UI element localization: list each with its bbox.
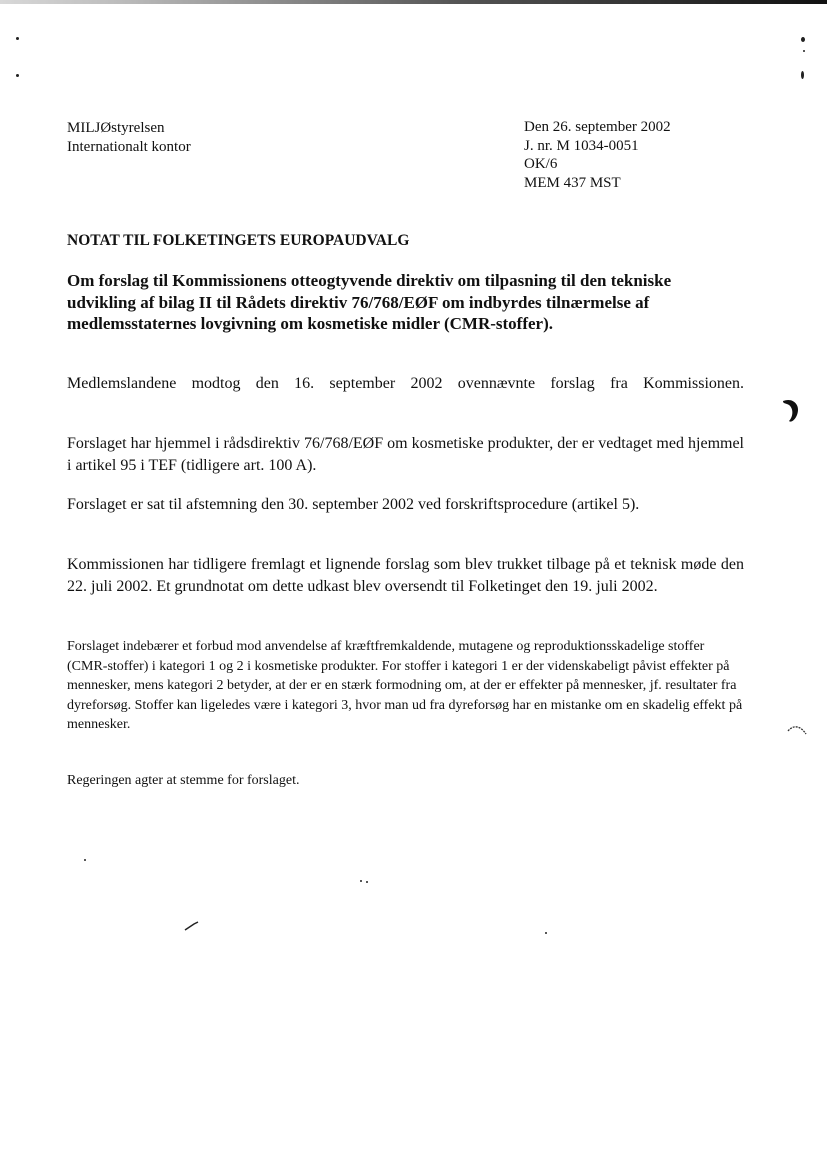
paragraph: Kommissionen har tidligere fremlagt et lignende forslag som blev trukket tilbage på et teknisk møde den 22. juli 2002. Et grundnotat om dette udkast blev oversendt til Folketinget den 19. juli 2002. xyxy=(67,556,744,595)
journal-number: J. nr. M 1034-0051 xyxy=(524,137,639,154)
reference-code: MEM 437 MST xyxy=(524,174,621,191)
paragraph: Forslaget har hjemmel i rådsdirektiv 76/768/EØF om kosmetiske produkter, der er vedtaget med hjemmel i artikel 95 i TEF (tidligere art. 100 A). xyxy=(67,435,744,474)
paragraph: Forslaget indebærer et forbud mod anvendelse af kræftfremkaldende, mutagene og reproduktionsskadelige stoffer (CMR-stoffer) i kategori 1 og 2 i kosmetiske produkter. For stoffer i kategori 1 er der videnskabeligt påvist effekter på mennesker, mens kategori 2 betyder, at der er en stærk formodning om, at der er effekter på mennesker, jf. resultater fra dyreforsøg. Stoffer kan ligeledes være i kategori 3, hvor man ud fra dyreforsøg har en mistanke om en skadelig effekt på mennesker. xyxy=(67,639,743,732)
scan-top-border xyxy=(0,0,827,4)
reference-block xyxy=(524,118,671,192)
punch-hole-mark xyxy=(779,395,803,425)
paragraph xyxy=(67,373,744,395)
scan-speck xyxy=(803,50,805,52)
document-headline: Om forslag til Kommissionens otteogtyvende direktiv om tilpasning til den tekniske udvikling af bilag II til Rådets direktiv 76/768/EØF om indbyrdes tilnærmelse af medlemsstaternes lovgivning om kosmetiske midler (CMR-stoffer). xyxy=(67,271,672,333)
scan-speck xyxy=(360,880,362,882)
scan-smudge xyxy=(184,918,200,928)
scan-speck xyxy=(84,859,86,861)
organization-name: MILJØstyrelsen xyxy=(67,120,165,136)
paragraph-text: Medlemslandene modtog den 16. september 2002 ovennævnte forslag fra Kommissionen. xyxy=(67,375,744,392)
scan-smudge xyxy=(787,724,809,738)
scan-speck xyxy=(16,37,19,40)
scan-speck xyxy=(16,74,19,77)
document-title: NOTAT TIL FOLKETINGETS EUROPAUDVALG xyxy=(67,232,410,249)
scan-speck xyxy=(801,37,805,42)
scan-speck xyxy=(545,932,547,934)
department-name: Internationalt kontor xyxy=(67,139,191,155)
scan-speck xyxy=(801,71,804,79)
reference-code: OK/6 xyxy=(524,156,558,172)
paragraph: Regeringen agter at stemme for forslaget. xyxy=(67,773,300,788)
scan-speck xyxy=(366,881,368,883)
document-date: Den 26. september 2002 xyxy=(524,119,671,135)
paragraph: Forslaget er sat til afstemning den 30. september 2002 ved forskriftsprocedure (artikel 5). xyxy=(67,496,640,513)
sender-block xyxy=(67,119,191,157)
